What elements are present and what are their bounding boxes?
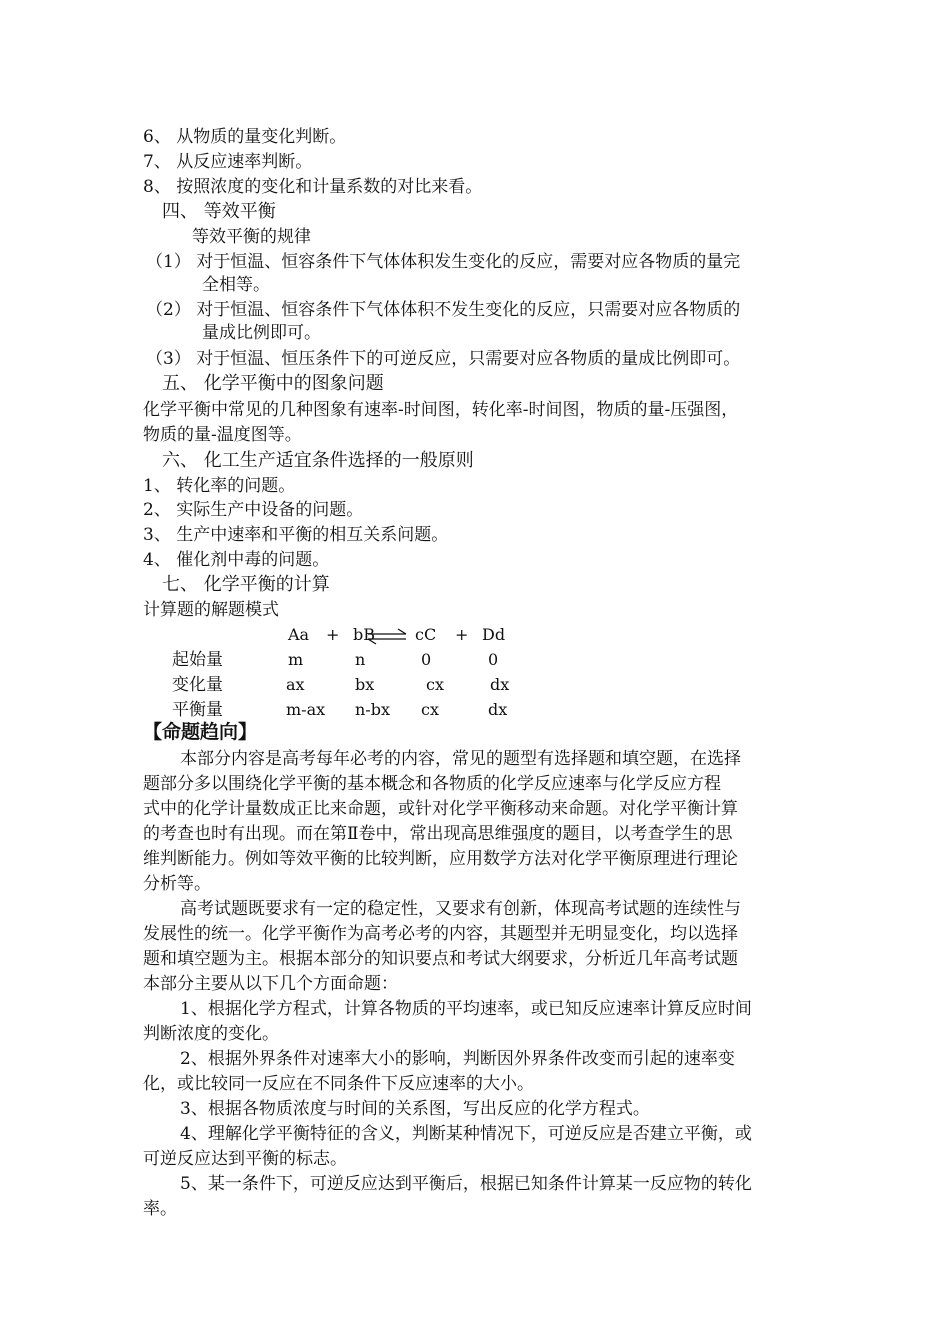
paragraph-line: 发展性的统一。化学平衡作为高考必考的内容，其题型并无明显变化，均以选择 xyxy=(143,924,738,944)
paragraph-line: 化学平衡中常见的几种图象有速率-时间图，转化率-时间图，物质的量-压强图， xyxy=(143,400,739,420)
equation-term: Dd xyxy=(482,625,506,644)
list-item: 2、 实际生产中设备的问题。 xyxy=(143,500,364,520)
list-item: 7、 从反应速率判断。 xyxy=(143,152,313,172)
rule-item-continued: 量成比例即可。 xyxy=(202,323,321,343)
trend-item-continued: 判断浓度的变化。 xyxy=(143,1024,279,1044)
subheading: 等效平衡的规律 xyxy=(192,227,311,247)
trend-item-continued: 可逆反应达到平衡的标志。 xyxy=(143,1149,347,1169)
row-label: 起始量 xyxy=(172,650,223,670)
rule-item-continued: 全相等。 xyxy=(202,275,270,295)
table-cell: dx xyxy=(488,700,508,719)
table-cell: 0 xyxy=(421,650,432,669)
table-cell: n xyxy=(355,650,366,669)
trend-heading: 【命题趋向】 xyxy=(143,721,258,743)
trend-item: 1、根据化学方程式，计算各物质的平均速率，或已知反应速率计算反应时间 xyxy=(180,999,752,1019)
paragraph-line: 本部分内容是高考每年必考的内容，常见的题型有选择题和填空题，在选择 xyxy=(180,749,741,769)
list-item: 8、 按照浓度的变化和计量系数的对比来看。 xyxy=(143,177,483,197)
table-cell: 0 xyxy=(488,650,499,669)
trend-item: 2、根据外界条件对速率大小的影响，判断因外界条件改变而引起的速率变 xyxy=(180,1049,735,1069)
trend-item-continued: 率。 xyxy=(143,1199,177,1219)
paragraph-line: 题部分多以围绕化学平衡的基本概念和各物质的化学反应速率与化学反应方程 xyxy=(143,774,721,794)
paragraph-line: 本部分主要从以下几个方面命题： xyxy=(143,974,398,994)
paragraph-line: 分析等。 xyxy=(143,874,211,894)
table-cell: cx xyxy=(421,700,439,719)
table-cell: m xyxy=(288,650,304,669)
rule-item: （3） 对于恒温、恒压条件下的可逆反应，只需要对应各物质的量成比例即可。 xyxy=(146,349,741,369)
equation-term: Aa xyxy=(288,625,310,644)
table-cell: m-ax xyxy=(286,700,326,719)
paragraph-line: 的考查也时有出现。而在第Ⅱ卷中，常出现高思维强度的题目，以考查学生的思 xyxy=(143,824,733,844)
subheading: 计算题的解题模式 xyxy=(143,600,279,620)
row-label: 平衡量 xyxy=(172,700,223,720)
table-cell: cx xyxy=(426,675,444,694)
rule-item: （2） 对于恒温、恒容条件下气体体积不发生变化的反应，只需要对应各物质的 xyxy=(146,300,741,320)
trend-item-continued: 化，或比较同一反应在不同条件下反应速率的大小。 xyxy=(143,1074,534,1094)
table-cell: dx xyxy=(490,675,510,694)
reversible-arrow-icon xyxy=(366,626,408,646)
trend-item: 3、根据各物质浓度与时间的关系图，写出反应的化学方程式。 xyxy=(180,1099,650,1119)
equation-term: cC xyxy=(415,625,437,644)
list-item: 4、 催化剂中毒的问题。 xyxy=(143,550,330,570)
list-item: 1、 转化率的问题。 xyxy=(143,476,296,496)
section-heading: 五、 化学平衡中的图象问题 xyxy=(162,373,384,394)
rule-item: （1） 对于恒温、恒容条件下气体体积发生变化的反应，需要对应各物质的量完 xyxy=(146,252,741,272)
paragraph-line: 题和填空题为主。根据本部分的知识要点和考试大纲要求，分析近几年高考试题 xyxy=(143,949,738,969)
section-heading: 四、 等效平衡 xyxy=(162,201,276,222)
section-heading: 七、 化学平衡的计算 xyxy=(162,574,330,595)
table-cell: n-bx xyxy=(355,700,390,719)
equation-plus: + xyxy=(326,625,340,644)
paragraph-line: 高考试题既要求有一定的稳定性，又要求有创新，体现高考试题的连续性与 xyxy=(180,899,741,919)
paragraph-line: 式中的化学计量数成正比来命题，或针对化学平衡移动来命题。对化学平衡计算 xyxy=(143,799,738,819)
paragraph-line: 物质的量-温度图等。 xyxy=(143,425,302,445)
trend-item: 4、理解化学平衡特征的含义，判断某种情况下，可逆反应是否建立平衡，或 xyxy=(180,1124,752,1144)
section-heading: 六、 化工生产适宜条件选择的一般原则 xyxy=(162,450,474,471)
list-item: 3、 生产中速率和平衡的相互关系问题。 xyxy=(143,525,449,545)
table-cell: bx xyxy=(355,675,375,694)
list-item: 6、 从物质的量变化判断。 xyxy=(143,127,347,147)
trend-item: 5、某一条件下，可逆反应达到平衡后，根据已知条件计算某一反应物的转化 xyxy=(180,1174,752,1194)
row-label: 变化量 xyxy=(172,675,223,695)
paragraph-line: 维判断能力。例如等效平衡的比较判断，应用数学方法对化学平衡原理进行理论 xyxy=(143,849,738,869)
equation-term: bB xyxy=(353,625,375,644)
equation-plus: + xyxy=(455,625,469,644)
table-cell: ax xyxy=(286,675,305,694)
